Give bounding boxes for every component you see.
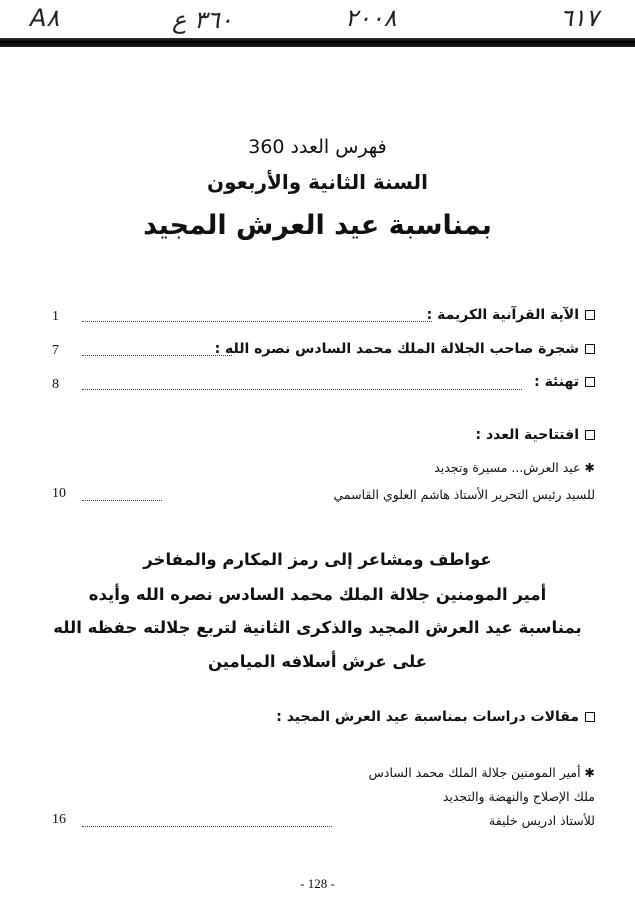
top-border-bar [0,38,635,47]
article-subtitle: ملك الإصلاح والنهضة والتجديد [442,789,595,804]
dedication-line-1: عواطف ومشاعر إلى رمز المكارم والمفاخر [143,550,492,569]
dedication-line-4: على عرش أسلافه الميامين [207,652,428,671]
toc-section-heading [276,709,595,725]
title-line-2: السنة الثانية والأربعون [207,170,428,194]
toc-entry [534,374,595,390]
asterisk-icon: ✱ [580,460,595,475]
dot-leader [82,500,162,501]
toc-entry [215,341,595,357]
checkbox-square-icon [585,344,595,354]
asterisk-icon: ✱ [580,765,595,780]
dot-leader [82,321,432,322]
editorial-author: للسيد رئيس التحرير الأستاذ هاشم العلوي القاسمي [333,487,595,502]
checkbox-square-icon [585,310,595,320]
article-author: للأستاذ ادريس خليفة [489,813,595,828]
dot-leader [82,389,522,390]
checkbox-square-icon [585,430,595,440]
checkbox-square-icon [585,377,595,387]
archive-code: A٨ [30,4,60,32]
article-page: 16 [52,812,66,827]
articles-heading: مقالات دراسات بمناسبة عيد العرش المجيد : [276,709,579,725]
entry-label: شجرة صاحب الجلالة الملك محمد السادس نصره الله : [214,341,579,357]
entry-page: 7 [52,343,59,358]
entry-label: تهنئة : [534,374,579,390]
toc-entry [427,307,595,323]
dot-leader [82,355,232,356]
entry-label: افتتاحية العدد : [475,427,579,443]
checkbox-square-icon [585,712,595,722]
entry-page: 1 [52,309,59,324]
shelf-code: ٦١٧ [560,4,599,32]
article-title-text: أمير المومنين جلالة الملك محمد السادس [368,765,581,780]
issue-note: ٣٦٠ ع [172,6,233,34]
title-line-1: فهرس العدد 360 [248,136,387,158]
editorial-title [434,460,595,475]
toc-section-heading [475,427,595,443]
editorial-page: 10 [52,486,66,501]
title-line-3: بمناسبة عيد العرش المجيد [143,210,492,241]
editorial-title-text: عيد العرش... مسيرة وتجديد [434,460,581,475]
entry-label: الآية القرآنية الكريمة : [426,307,579,323]
dedication-line-3: بمناسبة عيد العرش المجيد والذكرى الثانية لتربع جلالته حفظه الله [53,618,582,637]
year-note: ٢٠٠٨ [345,4,397,32]
dedication-line-2: أمير المومنين جلالة الملك محمد السادس نصره الله وأيده [88,585,547,604]
footer-page-number: - 128 - [300,876,335,891]
article-title [369,765,595,780]
entry-page: 8 [52,377,59,392]
dot-leader [82,826,332,827]
